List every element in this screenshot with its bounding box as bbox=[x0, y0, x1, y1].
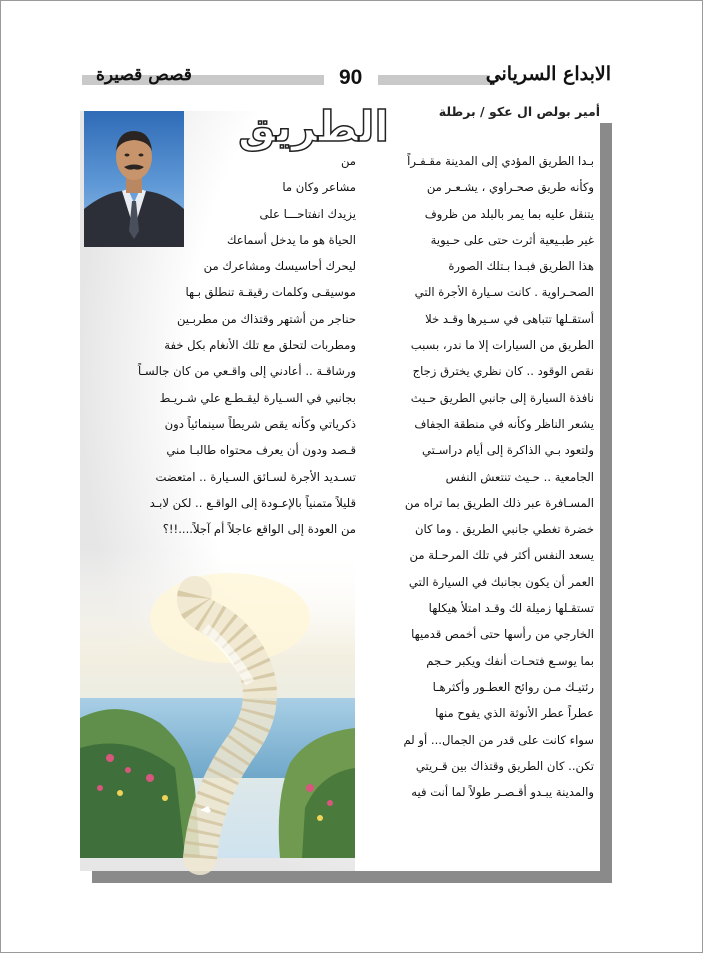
article-body-left-column bbox=[137, 148, 356, 542]
left-column-line: ذكرياتي وكأنه يقص شريطاً سينمائياً دون bbox=[164, 416, 356, 431]
left-column-line: ورشاقـة .. أعادني إلى واقـعي من كان جالسـاً bbox=[137, 364, 356, 379]
right-column-line: نقص الوقود .. كان نظري يخترق زجاج bbox=[412, 364, 594, 379]
magazine-title: الابداع السرياني bbox=[485, 63, 611, 85]
article-title: الطريق bbox=[238, 102, 389, 151]
right-column-line: يتنقل عليه بما يمر بالبلد من ظروف bbox=[424, 206, 594, 221]
right-column-line: العمر أن يكون بجانبك في السيارة التي bbox=[408, 574, 594, 589]
left-column-line: تسـديد الأجرة لسـائق السـيارة .. امتعضت bbox=[155, 469, 356, 484]
left-column-line: مشاعر وكان ما bbox=[282, 180, 356, 195]
right-column-line: الخارجي من رأسها حتى أخمص قدميها bbox=[411, 627, 594, 642]
stairway-illustration bbox=[80, 548, 355, 858]
right-column-line: يشعر الناظر وكأنه في منطقة الجفاف bbox=[414, 416, 594, 431]
right-column-line: المسـافرة عبر ذلك الطريق بما تراه من bbox=[404, 495, 594, 510]
right-column-line: رئتيـك مـن روائح العطـور وأكثرهـا bbox=[432, 679, 594, 694]
left-column-line: ومطربات لتحلق مع تلك الأنغام بكل خفة bbox=[164, 338, 356, 353]
right-column-line: نافذة السيارة إلى جانبي الطريق حـيث bbox=[410, 390, 594, 405]
right-column-line: الجامعية .. حـيث تنتعش النفس bbox=[445, 469, 594, 484]
page-number: 90 bbox=[339, 66, 363, 89]
left-column-line: من bbox=[340, 154, 356, 168]
right-column-line: أستقـلها تتباهى في سـيرها وقـد خلا bbox=[425, 311, 594, 326]
left-column-line: حناجر من أشتهر وقتذاك من مطربـين bbox=[176, 311, 356, 326]
left-column-line: قليلاً متمنياً بالإعـودة إلى الواقـع .. لكن لابـد bbox=[149, 495, 356, 510]
section-label: قصص قصيرة bbox=[96, 65, 192, 85]
left-column-line: موسيقـى وكلمات رقيقـة تنطلق بـها bbox=[185, 285, 356, 300]
right-column-line: هذا الطريق فبـدا بـتلك الصورة bbox=[448, 259, 594, 274]
author-byline: أمير بولص ال عكو / برطلة bbox=[438, 104, 600, 119]
right-column-line: يسعد النفس أكثر في تلك المرحـلة من bbox=[409, 548, 594, 563]
right-column-line: بما يوسـع فتحـات أنفك ويكبر حـجم bbox=[426, 653, 594, 668]
left-column-line: يزيدك انفتاحـــا على bbox=[259, 206, 356, 221]
right-column-line: خضرة تغطي جانبي الطريق . وما كان bbox=[414, 522, 594, 537]
header-rule-right bbox=[378, 75, 490, 85]
left-column-line: بجانبي في السـيارة ليقـطـع علي شـريـط bbox=[159, 390, 356, 405]
right-column-line: الصحـراوية . كانت سـيارة الأجرة التي bbox=[414, 285, 594, 300]
left-column-line: ليحرك أحاسيسك ومشاعرك من bbox=[203, 259, 356, 274]
right-column-line: ولتعود بـي الذاكرة إلى أيام دراسـتي bbox=[422, 443, 594, 458]
right-column-line: تستقـلها زميلة لك وقـد امتلأ هيكلها bbox=[428, 601, 594, 616]
right-column-line: بـدا الطريق المؤدي إلى المدينة مقـفـراً bbox=[407, 154, 594, 168]
right-column-line: غير طبـيعية أثرت حتى على حـيوية bbox=[430, 232, 594, 247]
right-column-line: وكأنه طريق صحـراوي ، يشـعـر من bbox=[426, 180, 594, 195]
right-column-line: سواء كانت على قدر من الجمال... أو لم bbox=[403, 732, 594, 747]
left-column-line: الحياة هو ما يدخل أسماعك bbox=[226, 232, 356, 247]
right-column-line: عطراً عطر الأنوثة الذي يفوح منها bbox=[435, 706, 594, 721]
left-column-line: من العودة إلى الواقع عاجلاً أم آجلاً....!!؟ bbox=[162, 522, 356, 537]
left-column-line: قـصد ودون أن يعرف محتواه طالبـا مني bbox=[166, 443, 356, 458]
right-column-line: تكن.. كان الطريق وقتذاك بين قـريتي bbox=[415, 758, 594, 773]
article-body-right-column bbox=[360, 148, 594, 805]
right-column-line: والمدينة يبـدو أقـصـر طولاً لما أنت فيه bbox=[411, 785, 594, 800]
right-column-line: الطريق من السيارات إلا ما ندر، بسبب bbox=[410, 338, 594, 353]
